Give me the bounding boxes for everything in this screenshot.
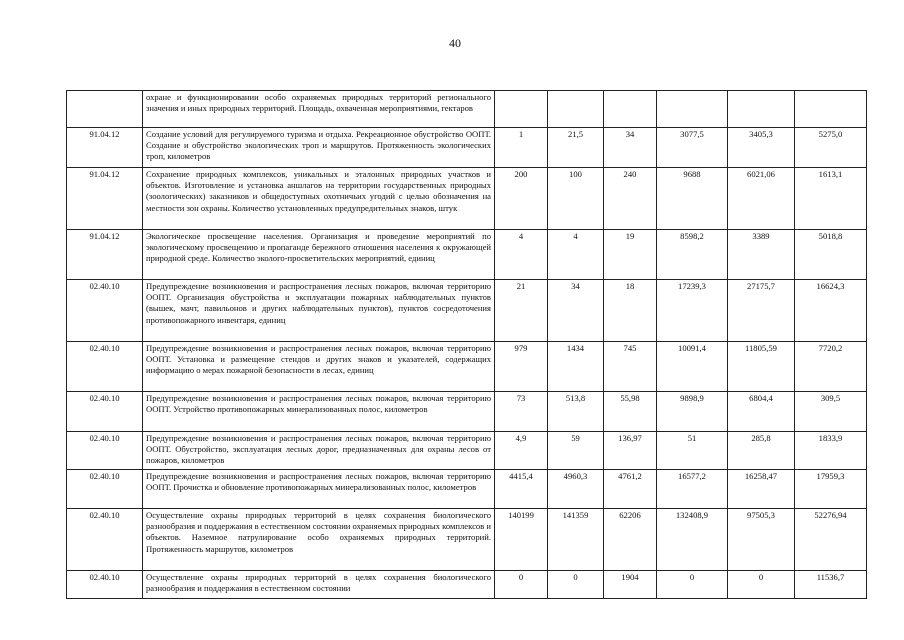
row-description: охране и функционировании особо охраняемых природных территорий регионального значения и иных природных территорий. Площадь, охваченная мероприятиями, гектаров [143,91,495,128]
value-cell: 240 [604,168,657,230]
page-number: 40 [449,36,461,50]
value-cell: 8598,2 [657,230,728,280]
value-cell: 51 [657,432,728,470]
row-description: Осуществление охраны природных территорий в целях сохранения биологического разнообразия и поддержания в естественном состоянии [143,571,495,599]
value-cell: 513,8 [548,392,604,432]
value-cell: 1613,1 [795,168,867,230]
value-cell: 21,5 [548,128,604,168]
value-cell: 0 [495,571,548,599]
value-cell: 19 [604,230,657,280]
value-cell [657,91,728,128]
table-row [67,342,867,392]
value-cell: 309,5 [795,392,867,432]
row-code: 02.40.10 [67,470,143,509]
value-cell: 59 [548,432,604,470]
row-description: Сохранение природных комплексов, уникальных и эталонных природных участков и объектов. Изготовление и установка аншлагов на территории государственных природных (зоологических) заказников и общедоступных охотничьих угодий с целью обозначения на местности зон охраны. Количество установленных предупредительных знаков, штук [143,168,495,230]
value-cell: 34 [548,280,604,342]
value-cell: 100 [548,168,604,230]
value-cell: 136,97 [604,432,657,470]
value-cell: 1 [495,128,548,168]
row-code: 91.04.12 [67,168,143,230]
value-cell: 11536,7 [795,571,867,599]
value-cell: 55,98 [604,392,657,432]
value-cell: 21 [495,280,548,342]
table-row [67,432,867,470]
value-cell: 1833,9 [795,432,867,470]
value-cell: 4,9 [495,432,548,470]
value-cell: 7720,2 [795,342,867,392]
value-cell [495,91,548,128]
value-cell: 62206 [604,509,657,571]
table-row [67,392,867,432]
value-cell: 0 [548,571,604,599]
row-code: 02.40.10 [67,280,143,342]
row-code: 91.04.12 [67,128,143,168]
table-row [67,168,867,230]
value-cell: 18 [604,280,657,342]
value-cell: 200 [495,168,548,230]
row-code: 02.40.10 [67,571,143,599]
value-cell: 6021,06 [728,168,795,230]
value-cell: 0 [657,571,728,599]
value-cell [728,91,795,128]
row-code: 91.04.12 [67,230,143,280]
row-code: 02.40.10 [67,432,143,470]
row-description: Предупреждение возникновения и распространения лесных пожаров, включая территорию ООПТ. Обустройство, эксплуатация лесных дорог, предназначенных для охраны лесов от пожаров, километров [143,432,495,470]
table-row [67,230,867,280]
value-cell: 17959,3 [795,470,867,509]
row-code: 02.40.10 [67,392,143,432]
value-cell: 11805,59 [728,342,795,392]
row-description: Предупреждение возникновения и распространения лесных пожаров, включая территорию ООПТ. Устройство противопожарных минерализованных полос, километров [143,392,495,432]
value-cell: 3077,5 [657,128,728,168]
value-cell: 4 [495,230,548,280]
table-row [67,509,867,571]
value-cell: 4415,4 [495,470,548,509]
value-cell: 1434 [548,342,604,392]
row-description: Создание условий для регулируемого туризма и отдыха. Рекреационное обустройство ООПТ. Создание и обустройство экологических троп и маршрутов. Протяженность экологических троп, километров [143,128,495,168]
row-code [67,91,143,128]
value-cell: 4960,3 [548,470,604,509]
value-cell: 3405,3 [728,128,795,168]
table-row [67,571,867,599]
value-cell: 9688 [657,168,728,230]
value-cell: 52276,94 [795,509,867,571]
data-table [66,90,867,599]
value-cell: 97505,3 [728,509,795,571]
value-cell: 6804,4 [728,392,795,432]
value-cell: 745 [604,342,657,392]
table-row [67,91,867,128]
value-cell [795,91,867,128]
value-cell: 17239,3 [657,280,728,342]
row-code: 02.40.10 [67,342,143,392]
value-cell: 1904 [604,571,657,599]
value-cell [604,91,657,128]
value-cell: 73 [495,392,548,432]
value-cell: 4761,2 [604,470,657,509]
value-cell: 27175,7 [728,280,795,342]
row-description: Предупреждение возникновения и распространения лесных пожаров, включая территорию ООПТ. Организация обустройства и эксплуатации пожарных наблюдательных пунктов (вышек, мачт, павильонов и других наблюдательных пунктов), пунктов сосредоточения противопожарного инвентаря, единиц [143,280,495,342]
row-description: Предупреждение возникновения и распространения лесных пожаров, включая территорию ООПТ. Установка и размещение стендов и других знаков и указателей, содержащих информацию о мерах пожарной безопасности в лесах, единиц [143,342,495,392]
value-cell: 16258,47 [728,470,795,509]
value-cell: 132408,9 [657,509,728,571]
row-description: Предупреждение возникновения и распространения лесных пожаров, включая территорию ООПТ. Прочистка и обновление противопожарных минерализованных полос, километров [143,470,495,509]
table-row [67,280,867,342]
value-cell [548,91,604,128]
value-cell: 141359 [548,509,604,571]
value-cell: 285,8 [728,432,795,470]
value-cell: 4 [548,230,604,280]
value-cell: 5018,8 [795,230,867,280]
value-cell: 16577,2 [657,470,728,509]
table-row [67,470,867,509]
table-row [67,128,867,168]
value-cell: 9898,9 [657,392,728,432]
value-cell: 10091,4 [657,342,728,392]
row-code: 02.40.10 [67,509,143,571]
value-cell: 5275,0 [795,128,867,168]
value-cell: 3389 [728,230,795,280]
row-description: Осуществление охраны природных территорий в целях сохранения биологического разнообразия и поддержания в естественном состоянии охраняемых природных комплексов и объектов. Наземное патрулирование особо охраняемых природных территорий. Протяженность маршрутов, километров [143,509,495,571]
value-cell: 16624,3 [795,280,867,342]
value-cell: 34 [604,128,657,168]
row-description: Экологическое просвещение населения. Организация и проведение мероприятий по экологическому просвещению и пропаганде бережного отношения населения к окружающей природной среде. Количество эколого-просветительских мероприятий, единиц [143,230,495,280]
value-cell: 0 [728,571,795,599]
value-cell: 979 [495,342,548,392]
value-cell: 140199 [495,509,548,571]
